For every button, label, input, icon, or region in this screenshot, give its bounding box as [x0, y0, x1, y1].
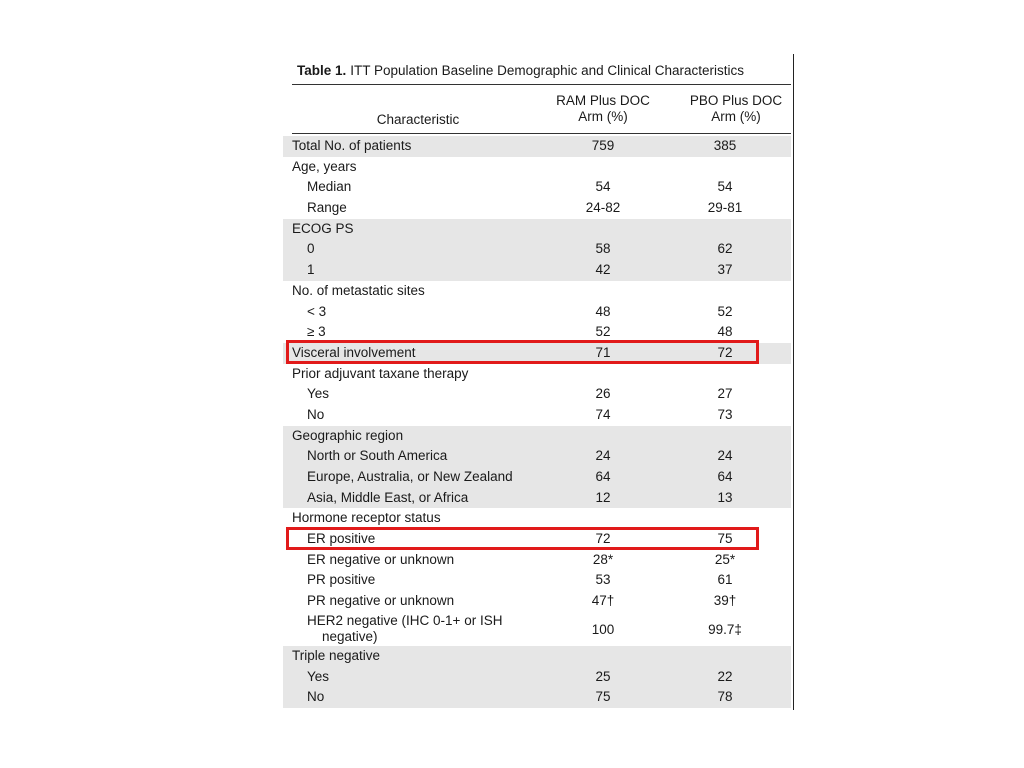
pbo-value: 78	[717, 689, 733, 705]
row-label: Asia, Middle East, or Africa	[307, 489, 469, 505]
pbo-value: 61	[717, 572, 733, 588]
table-row	[283, 570, 791, 591]
ram-value: 58	[595, 241, 611, 257]
row-label: Triple negative	[292, 647, 381, 663]
table-row	[283, 550, 791, 571]
pbo-value: 385	[713, 138, 737, 153]
row-label: Total No. of patients	[292, 138, 412, 153]
header-characteristic: Characteristic	[376, 112, 460, 127]
row-label: Yes	[307, 668, 330, 684]
row-label: No	[307, 689, 325, 705]
ram-value: 72	[595, 531, 611, 547]
pbo-value: 62	[717, 241, 733, 257]
ram-value: 47†	[591, 593, 615, 609]
table-row	[283, 646, 791, 667]
row-label: ER positive	[307, 531, 376, 547]
ram-value: 64	[595, 469, 611, 484]
row-label: Yes	[307, 386, 330, 402]
ram-value: 26	[595, 386, 611, 402]
row-label: Visceral involvement	[292, 344, 416, 360]
table-row	[283, 488, 791, 509]
ram-value: 54	[595, 179, 611, 195]
row-label: Geographic region	[292, 427, 404, 443]
header-ram-arm	[550, 93, 656, 125]
table-title: ITT Population Baseline Demographic and Clinical Characteristics	[350, 63, 744, 78]
table-row	[283, 322, 791, 343]
table-row	[283, 177, 791, 198]
table-row	[283, 446, 791, 467]
table-label: Table 1.	[297, 63, 347, 78]
row-label: ≥ 3	[307, 324, 326, 340]
row-label: ECOG PS	[292, 220, 354, 236]
pbo-value: 72	[717, 344, 733, 360]
table-row	[283, 467, 791, 488]
ram-value: 42	[595, 262, 611, 278]
pbo-value: 39†	[713, 593, 737, 609]
ram-value: 100	[591, 621, 615, 637]
row-label: North or South America	[307, 448, 448, 464]
table-row	[283, 384, 791, 405]
row-label: PR negative or unknown	[307, 593, 455, 609]
header-pbo-line2: Arm (%)	[711, 109, 761, 124]
row-label: Age, years	[292, 158, 357, 174]
table-row	[283, 667, 791, 688]
row-label: Median	[307, 179, 352, 195]
pbo-value: 24	[717, 448, 733, 464]
row-label-line2: negative)	[322, 628, 378, 644]
table-row	[283, 157, 791, 178]
table-row	[283, 426, 791, 447]
table-caption	[283, 60, 791, 80]
table-row	[283, 405, 791, 426]
pbo-value: 13	[717, 489, 733, 505]
header-ram-line2: Arm (%)	[578, 109, 628, 124]
row-label: < 3	[307, 303, 327, 319]
pbo-value: 22	[717, 668, 733, 684]
row-label	[307, 613, 502, 645]
pbo-value: 48	[717, 324, 733, 340]
row-label: No. of metastatic sites	[292, 282, 425, 298]
pbo-value: 73	[717, 406, 733, 422]
table-row-visceral-involvement	[283, 343, 791, 364]
pbo-value: 29-81	[707, 200, 743, 216]
pbo-value: 52	[717, 303, 733, 319]
page-edge-rule	[793, 54, 794, 710]
pbo-value: 99.7‡	[708, 621, 742, 637]
table-header	[292, 85, 791, 134]
table-row-er-positive	[283, 529, 791, 550]
table-row	[283, 281, 791, 302]
pbo-value: 25*	[714, 551, 736, 567]
table-row	[283, 219, 791, 240]
ram-value: 53	[595, 572, 611, 588]
table-row	[283, 198, 791, 219]
row-label: PR positive	[307, 572, 376, 588]
row-label: Range	[307, 200, 347, 216]
header-pbo-arm	[680, 93, 792, 125]
pbo-value: 37	[717, 262, 733, 278]
ram-value: 24-82	[585, 200, 621, 216]
pbo-value: 27	[717, 386, 733, 402]
table-row	[283, 364, 791, 385]
ram-value: 24	[595, 448, 611, 464]
table-row	[283, 260, 791, 281]
table-row	[283, 302, 791, 323]
row-label-line1: HER2 negative (IHC 0-1+ or ISH	[307, 612, 503, 628]
ram-value: 12	[595, 489, 611, 505]
ram-value: 52	[595, 324, 611, 340]
row-label: Prior adjuvant taxane therapy	[292, 365, 469, 381]
row-label: 0	[307, 241, 315, 257]
row-label: 1	[307, 262, 315, 278]
ram-value: 25	[595, 668, 611, 684]
table-row	[283, 612, 791, 646]
table-row	[283, 591, 791, 612]
table-body	[283, 136, 791, 708]
pbo-value: 64	[717, 469, 733, 484]
baseline-characteristics-table	[283, 60, 791, 708]
table-row	[283, 687, 791, 708]
ram-value: 75	[595, 689, 611, 705]
ram-value: 48	[595, 303, 611, 319]
table-row	[283, 508, 791, 529]
row-label: Hormone receptor status	[292, 510, 441, 526]
pbo-value: 54	[717, 179, 733, 195]
header-pbo-line1: PBO Plus DOC	[689, 93, 783, 108]
row-label: No	[307, 406, 325, 422]
table-row	[283, 239, 791, 260]
row-label: ER negative or unknown	[307, 551, 455, 567]
ram-value: 28*	[592, 551, 614, 567]
pbo-value: 75	[717, 531, 733, 547]
ram-value: 74	[595, 406, 611, 422]
ram-value: 71	[595, 344, 611, 360]
ram-value: 759	[591, 138, 615, 153]
header-ram-line1: RAM Plus DOC	[556, 93, 650, 108]
table-row	[283, 136, 791, 157]
row-label: Europe, Australia, or New Zealand	[307, 469, 513, 484]
